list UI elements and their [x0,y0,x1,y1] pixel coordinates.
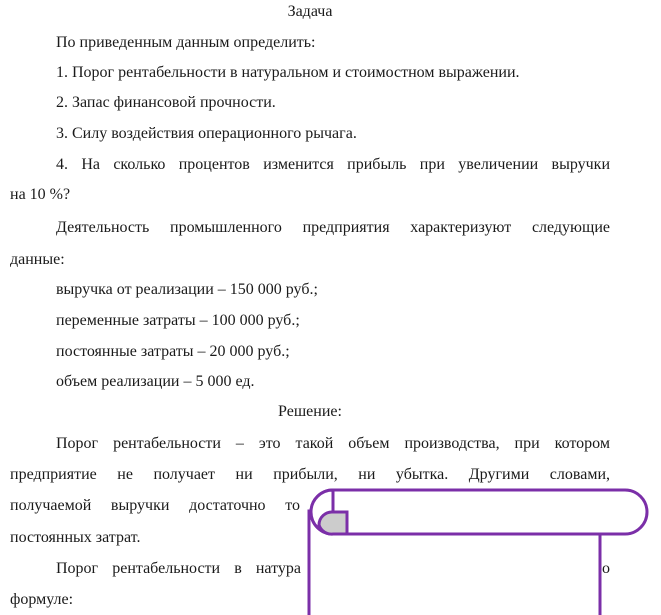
document-title: Задача [287,3,333,20]
solution-title: Решение: [278,403,342,420]
solution-text: формуле: [10,591,74,608]
solution-text: предприятие не получает ни прибыли, ни убытка. Другими словами, [10,466,610,483]
intro-text: По приведенным данным определить: [56,34,316,51]
data-item: выручка от реализации – 150 000 руб.; [56,281,318,298]
data-item: переменные затраты – 100 000 руб.; [56,312,300,329]
task-item: 2. Запас финансовой прочности. [56,94,276,111]
task-item: 4. На сколько процентов изменится прибыль при увеличении выручки [56,156,610,173]
solution-text: постоянных затрат. [10,529,141,546]
task-item: 3. Силу воздействия операционного рычага. [56,125,357,142]
activity-text: Деятельность промышленного предприятия характеризуют следующие [56,219,610,236]
solution-text: Порог рентабельности в натура [56,560,301,577]
scroll-banner-icon [303,487,653,615]
scroll-banner-graphic [303,487,653,615]
task-item: 1. Порог рентабельности в натуральном и стоимостном выражении. [56,64,520,81]
solution-text-fragment: о [602,560,610,577]
task-item-continuation: на 10 %? [10,186,71,203]
scroll-curl-shade [319,512,347,534]
scroll-top-roll [311,490,647,534]
activity-text-continuation: данные: [10,251,65,268]
solution-text: получаемой выручки достаточно то [10,497,300,514]
data-item: объем реализации – 5 000 ед. [56,373,255,390]
data-item: постоянные затраты – 20 000 руб.; [56,343,290,360]
solution-text: Порог рентабельности – это такой объем производства, при котором [56,435,610,452]
